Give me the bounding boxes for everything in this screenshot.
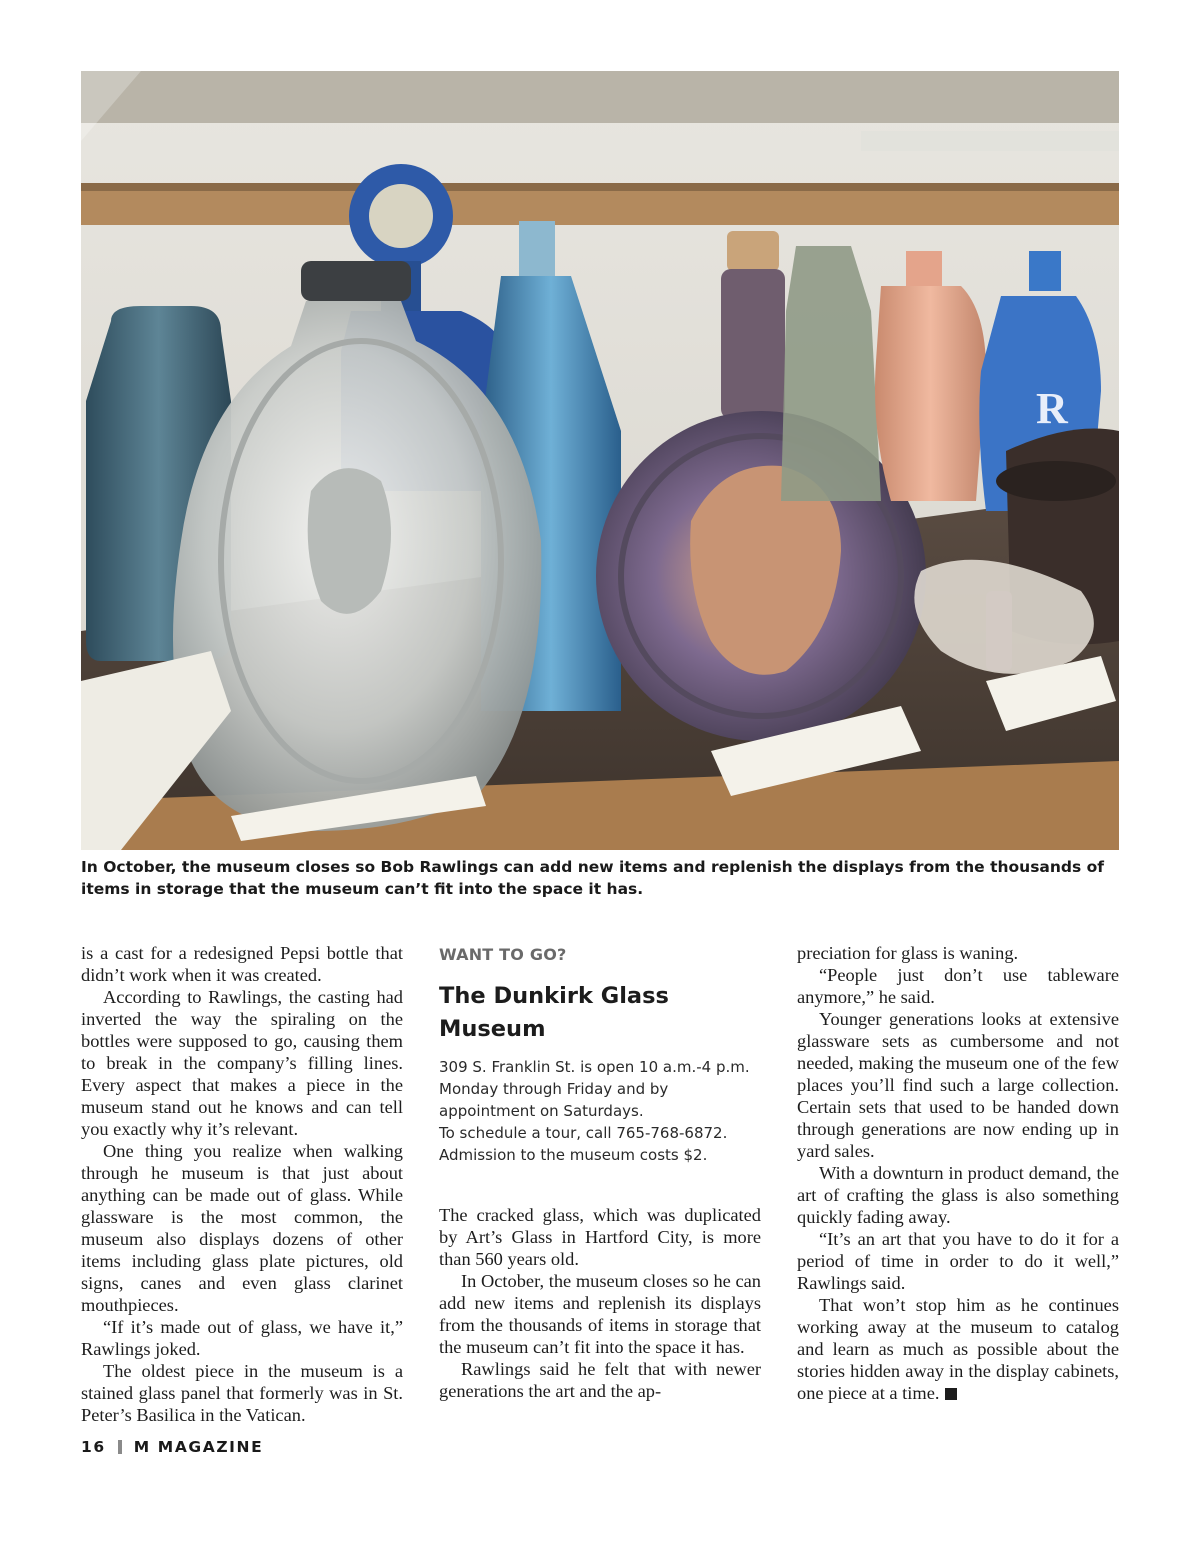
page-footer (81, 1438, 263, 1456)
sidebar-tour-info: To schedule a tour, call 765-768-6872. Admission to the museum costs $2. (439, 1124, 728, 1164)
paragraph: “If it’s made out of glass, we have it,” Rawlings joked. (81, 1317, 403, 1359)
article-photo (81, 71, 1119, 850)
sidebar-kicker: WANT TO GO? (439, 945, 567, 964)
paragraph: “It’s an art that you have to do it for a period of time in order to do it well,” Rawlings said. (797, 1229, 1119, 1293)
page-number: 16 (81, 1438, 106, 1456)
paragraph-last (797, 1294, 1119, 1404)
paragraph: One thing you realize when walking through he museum is that just about anything can be made out of glass. While glassware is the most common, the museum also displays dozens of other items including glass plate pictures, old signs, canes and even glass clarinet mouthpieces. (81, 1141, 403, 1315)
end-mark-icon (945, 1388, 957, 1400)
article-column-1 (81, 942, 403, 1426)
photo-caption: In October, the museum closes so Bob Rawlings can add new items and replenish the displays from the thousands of items in storage that the museum can’t fit into the space it has. (81, 858, 1105, 898)
paragraph: “People just don’t use tableware anymore,” he said. (797, 965, 1119, 1007)
paragraph: The oldest piece in the museum is a stained glass panel that formerly was in St. Peter’s Basilica in the Vatican. (81, 1361, 403, 1425)
sidebar-title: The Dunkirk Glass Museum (439, 983, 669, 1042)
separator-bar-icon (118, 1440, 122, 1454)
svg-text:R: R (1036, 384, 1068, 433)
info-sidebar (439, 944, 761, 1166)
paragraph-text: That won’t stop him as he continues working away at the museum to catalog and learn as much as possible about the stories hidden away in the display cabinets, one piece at a time. (797, 1295, 1119, 1403)
paragraph: In October, the museum closes so he can add new items and replenish its displays from the thousands of items in storage that the museum can’t fit into the space it has. (439, 1271, 761, 1357)
paragraph: The cracked glass, which was duplicated by Art’s Glass in Hartford City, is more than 560 years old. (439, 1205, 761, 1269)
paragraph: Rawlings said he felt that with newer generations the art and the ap- (439, 1359, 761, 1401)
article-column-2 (439, 942, 761, 1402)
sidebar-hours: 309 S. Franklin St. is open 10 a.m.-4 p.m. Monday through Friday and by appointment on Saturdays. (439, 1058, 750, 1120)
paragraph: According to Rawlings, the casting had inverted the way the spiraling on the bottles were supposed to go, causing them to break in the company’s filling lines. Every aspect that makes a piece in the museum stand out he knows and can tell you exactly why it’s relevant. (81, 987, 403, 1139)
paragraph: is a cast for a redesigned Pepsi bottle that didn’t work when it was created. (81, 943, 403, 985)
article-column-3 (797, 942, 1119, 1404)
paragraph: preciation for glass is waning. (797, 943, 1019, 963)
publication-name: M MAGAZINE (133, 1438, 264, 1456)
paragraph: Younger generations looks at extensive glassware sets as cumbersome and not needed, making the museum one of the few places you’ll find such a large collection. Certain sets that used to be handed down through generations are now ending up in yard sales. (797, 1009, 1119, 1161)
glass-bottles-illustration (81, 71, 1119, 850)
paragraph: With a downturn in product demand, the art of crafting the glass is also something quickly fading away. (797, 1163, 1119, 1227)
